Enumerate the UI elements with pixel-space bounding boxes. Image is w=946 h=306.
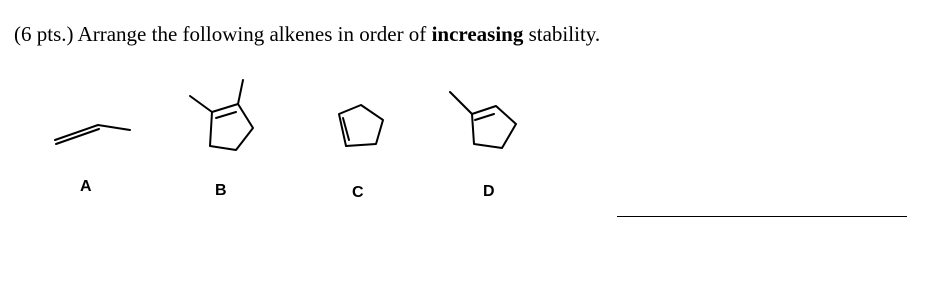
answer-blank-line[interactable] <box>617 216 907 217</box>
molecule-c-structure <box>330 100 390 158</box>
question-text <box>14 21 600 47</box>
molecule-a-label: A <box>80 178 92 195</box>
question-prefix: (6 pts.) Arrange the following alkenes in order of <box>14 22 432 46</box>
molecule-d-structure <box>444 86 524 158</box>
molecule-b-label: B <box>215 182 227 199</box>
question-emphasis: increasing <box>431 22 524 46</box>
question-suffix: stability. <box>523 22 601 46</box>
molecule-a-structure <box>50 110 140 150</box>
molecule-d-label: D <box>483 183 495 200</box>
molecule-b-structure <box>186 76 266 158</box>
molecule-c-label: C <box>352 184 364 201</box>
